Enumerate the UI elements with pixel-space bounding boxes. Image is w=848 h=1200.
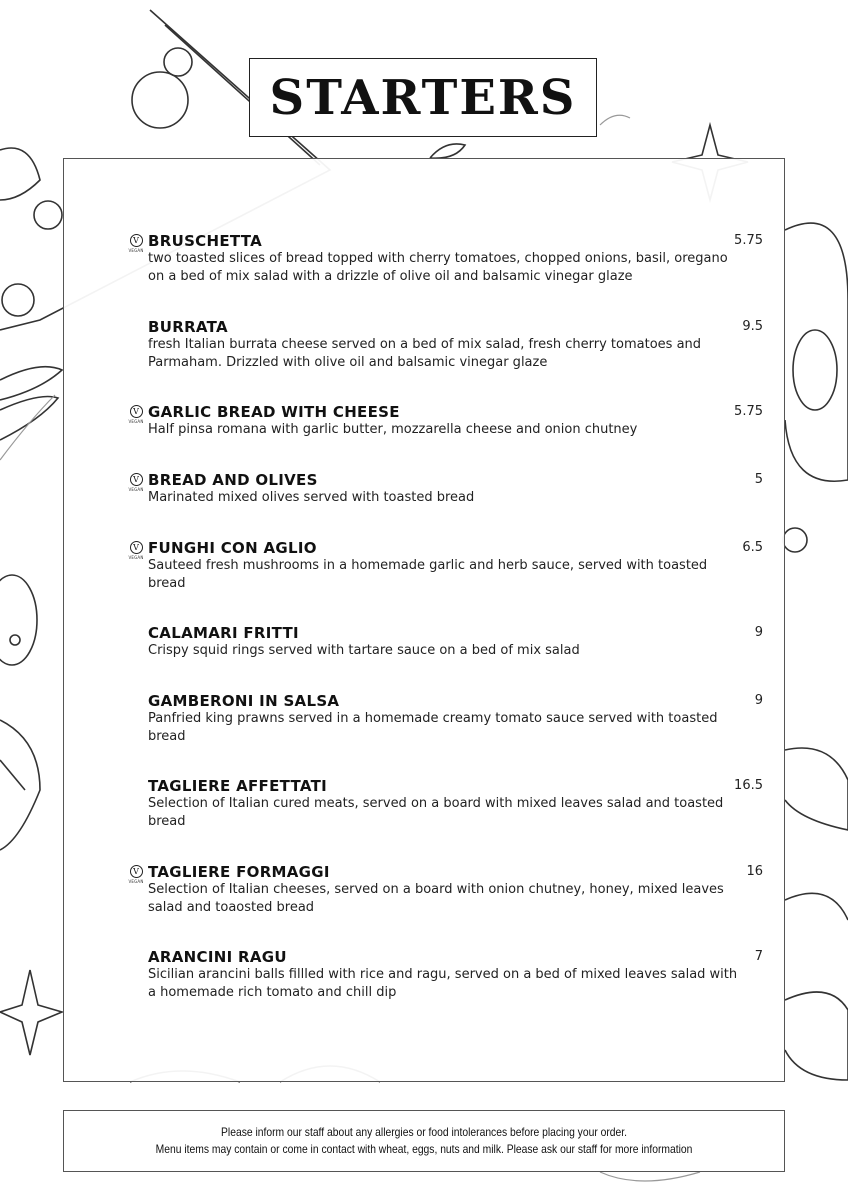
menu-item-description: Selection of Italian cured meats, served on a board with mixed leaves salad and toasted bread bbox=[148, 796, 724, 829]
menu-item bbox=[128, 863, 763, 917]
menu-item bbox=[128, 232, 763, 286]
menu-item-price: 7 bbox=[754, 949, 763, 964]
menu-item-price: 5.75 bbox=[734, 233, 763, 248]
menu-item-price: 5.75 bbox=[734, 404, 763, 419]
menu-item bbox=[128, 471, 763, 507]
menu-item-name: TAGLIERE AFFETTATI bbox=[148, 777, 328, 795]
star-anise-sketch bbox=[0, 970, 62, 1055]
menu-item-name: BRUSCHETTA bbox=[148, 232, 263, 250]
allergy-notice-line-2: Menu items may contain or come in contact with wheat, eggs, nuts and milk. Please ask our staff for more information bbox=[155, 1142, 693, 1156]
vegan-icon bbox=[128, 473, 144, 493]
tomato-sketch bbox=[0, 575, 37, 665]
menu-item-description: Half pinsa romana with garlic butter, mozzarella cheese and onion chutney bbox=[148, 422, 638, 437]
menu-item-price: 16 bbox=[746, 864, 763, 879]
vegan-icon-letter: V bbox=[130, 234, 143, 247]
menu-item-price: 16.5 bbox=[734, 778, 763, 793]
page-title: STARTERS bbox=[269, 69, 577, 126]
menu-item-description: two toasted slices of bread topped with cherry tomatoes, chopped onions, basil, oregano on a bed of mix salad with a drizzle of olive oil and balsamic vinegar glaze bbox=[148, 251, 728, 284]
menu-item bbox=[148, 948, 763, 1002]
menu-item-description: Crispy squid rings served with tartare sauce on a bed of mix salad bbox=[148, 643, 580, 658]
menu-item-name: GAMBERONI IN SALSA bbox=[148, 692, 340, 710]
menu-item-price: 6.5 bbox=[742, 540, 763, 555]
vegan-icon-letter: V bbox=[130, 865, 143, 878]
allergy-notice-line-1: Please inform our staff about any allergies or food intolerances before placing your order. bbox=[221, 1125, 627, 1139]
menu-item-name: TAGLIERE FORMAGGI bbox=[148, 863, 330, 881]
menu-item bbox=[148, 777, 763, 831]
menu-item bbox=[128, 539, 763, 593]
vegan-icon-letter: V bbox=[130, 473, 143, 486]
menu-item bbox=[148, 692, 763, 746]
menu-item bbox=[148, 318, 763, 372]
menu-item-name: FUNGHI CON AGLIO bbox=[148, 539, 317, 557]
menu-item-description: fresh Italian burrata cheese served on a bed of mix salad, fresh cherry tomatoes and Parmaham. Drizzled with olive oil and balsamic vinegar glaze bbox=[148, 337, 702, 370]
menu-item bbox=[148, 624, 763, 660]
vegan-icon-letter: V bbox=[130, 541, 143, 554]
allergy-notice bbox=[63, 1110, 785, 1172]
menu-item bbox=[128, 403, 763, 439]
vegan-icon-word: VEGAN bbox=[128, 248, 144, 253]
menu-item-name: CALAMARI FRITTI bbox=[148, 624, 299, 642]
menu-item-description: Selection of Italian cheeses, served on a board with onion chutney, honey, mixed leaves salad and toaosted bread bbox=[148, 882, 724, 915]
menu-item-name: BREAD AND OLIVES bbox=[148, 471, 318, 489]
menu-item-price: 5 bbox=[754, 472, 763, 487]
menu-item-description: Sicilian arancini balls fillled with rice and ragu, served on a bed of mixed leaves salad with a homemade rich tomato and chill dip bbox=[148, 967, 738, 1000]
menu-item-description: Panfried king prawns served in a homemade creamy tomato sauce served with toasted bread bbox=[148, 711, 718, 744]
title-banner bbox=[249, 58, 597, 137]
menu-panel bbox=[63, 158, 785, 1082]
vegan-icon bbox=[128, 234, 144, 254]
menu-item-name: GARLIC BREAD WITH CHEESE bbox=[148, 403, 400, 421]
vegan-icon-word: VEGAN bbox=[128, 419, 144, 424]
menu-item-name: BURRATA bbox=[148, 318, 228, 336]
chili-sketch bbox=[0, 367, 62, 400]
vegan-icon bbox=[128, 541, 144, 561]
vegan-icon bbox=[128, 865, 144, 885]
vegan-icon bbox=[128, 405, 144, 425]
vegan-icon-letter: V bbox=[130, 405, 143, 418]
menu-item-description: Sauteed fresh mushrooms in a homemade garlic and herb sauce, served with toasted bread bbox=[148, 558, 708, 591]
menu-item-price: 9 bbox=[754, 625, 763, 640]
vegan-icon-word: VEGAN bbox=[128, 487, 144, 492]
menu-item-name: ARANCINI RAGU bbox=[148, 948, 287, 966]
menu-item-description: Marinated mixed olives served with toasted bread bbox=[148, 490, 475, 505]
vegan-icon-word: VEGAN bbox=[128, 555, 144, 560]
menu-item-price: 9.5 bbox=[742, 319, 763, 334]
menu-item-price: 9 bbox=[754, 693, 763, 708]
vegan-icon-word: VEGAN bbox=[128, 879, 144, 884]
